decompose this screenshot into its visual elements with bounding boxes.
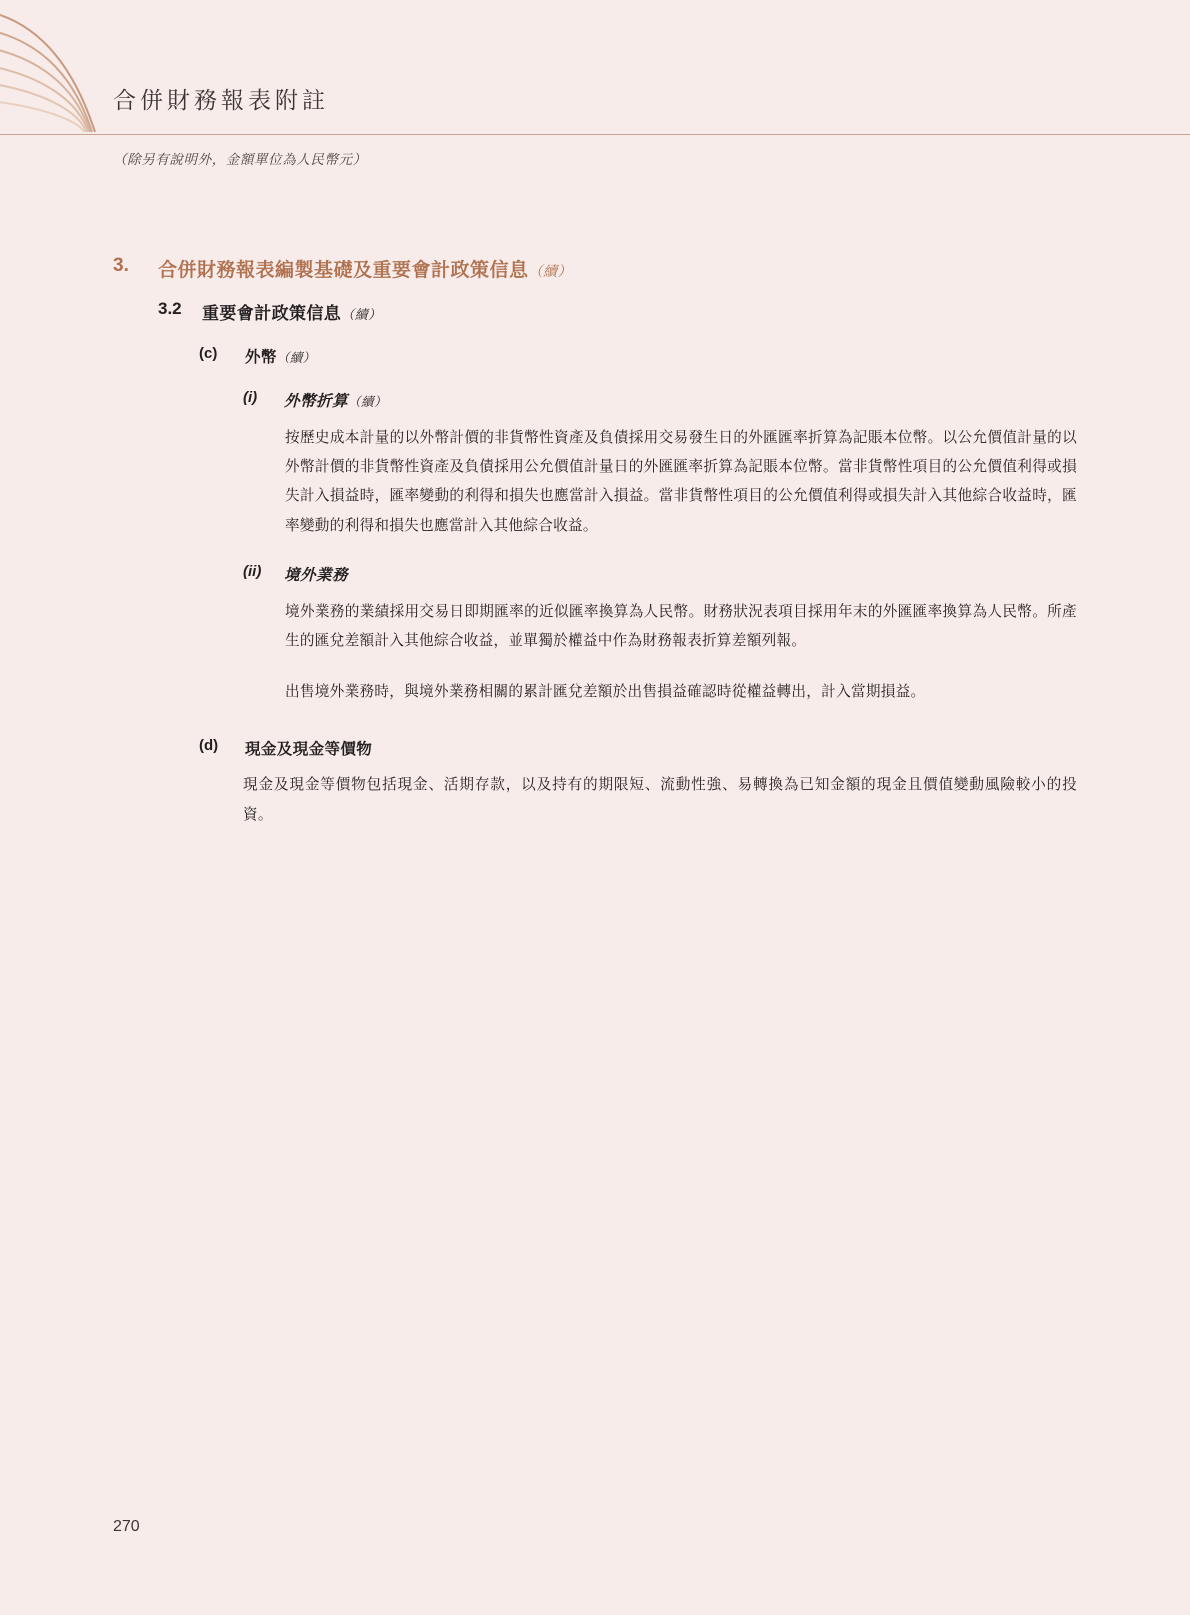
item-c-ii-heading xyxy=(0,563,1190,585)
header-subtitle: （除另有說明外，金額單位為人民幣元） xyxy=(113,152,367,167)
item-c-i-continued-mark: （續） xyxy=(348,395,388,409)
item-c-ii-paragraph-1: 境外業務的業績採用交易日即期匯率的近似匯率換算為人民幣。財務狀況表項目採用年末的外匯匯率換算為人民幣。所產生的匯兌差額計入其他綜合收益，並單獨於權益中作為財務報表折算差額列報。 xyxy=(285,603,1077,649)
item-c-ii-label: (ii) xyxy=(243,562,262,580)
item-d-title: 現金及現金等價物 xyxy=(245,741,373,759)
item-d-paragraph: 現金及現金等價物包括現金、活期存款，以及持有的期限短、流動性強、易轉換為已知金額的現金且價值變動風險較小的投資。 xyxy=(243,777,1077,823)
item-c-i-paragraph: 按歷史成本計量的以外幣計價的非貨幣性資產及負債採用交易發生日的外匯匯率折算為記賬本位幣。以公允價值計量的以外幣計價的非貨幣性資產及負債採用公允價值計量日的外匯匯率折算為記賬本位幣。當非貨幣性項目的公允價值利得或損失計入損益時，匯率變動的利得和損失也應當計入損益。當非貨幣性項目的公允價值利得或損失計入其他綜合收益時，匯率變動的利得和損失也應當計入其他綜合收益。 xyxy=(285,430,1077,534)
item-c-title: 外幣 xyxy=(245,349,277,366)
item-c-ii-title: 境外業務 xyxy=(284,566,349,584)
item-c-heading xyxy=(0,345,1190,367)
section-number: 3. xyxy=(113,255,129,276)
subsection-title-wrap xyxy=(202,299,381,324)
item-d-heading xyxy=(0,737,1190,759)
item-c-label: (c) xyxy=(199,345,218,362)
section-title-wrap xyxy=(158,255,572,282)
document-content xyxy=(0,255,1190,830)
header-divider xyxy=(0,134,1190,135)
item-c-i-title: 外幣折算 xyxy=(284,393,349,410)
subsection-heading xyxy=(0,299,1190,324)
section-heading xyxy=(0,255,1190,282)
item-d-label: (d) xyxy=(199,737,219,755)
item-c-i-label: (i) xyxy=(243,389,258,406)
subsection-number: 3.2 xyxy=(158,299,182,318)
item-c-ii-title-wrap xyxy=(284,563,348,585)
section-title: 合併財務報表編製基礎及重要會計政策信息 xyxy=(158,260,529,281)
item-c-i-title-wrap xyxy=(284,389,387,411)
page-number: 270 xyxy=(113,1518,140,1535)
subsection-title: 重要會計政策信息 xyxy=(202,304,342,323)
item-c-ii-paragraph-2: 出售境外業務時，與境外業務相關的累計匯兌差額於出售損益確認時從權益轉出，計入當期損益。 xyxy=(285,684,926,701)
item-d-title-wrap xyxy=(245,737,372,759)
item-c-title-wrap xyxy=(245,345,316,367)
item-c-i-heading xyxy=(0,389,1190,411)
subsection-continued-mark: （續） xyxy=(341,307,382,322)
item-c-continued-mark: （續） xyxy=(276,351,316,365)
page-title: 合併財務報表附註 xyxy=(113,88,329,113)
page-header xyxy=(0,0,1190,167)
decorative-swoosh-icon xyxy=(0,0,330,140)
section-continued-mark: （續） xyxy=(528,263,573,279)
